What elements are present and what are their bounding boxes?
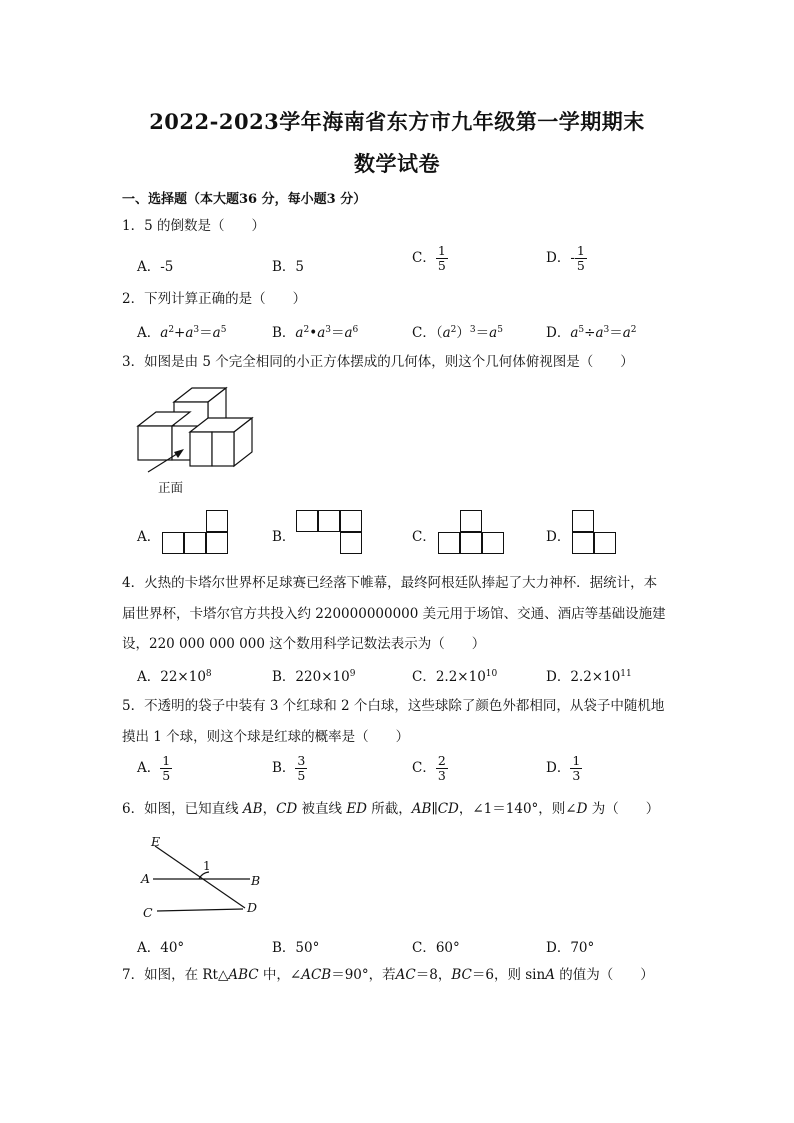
q2-option-a: A．$a^2+a^3=a^5$ <box>137 325 227 341</box>
text: 中，∠ <box>258 967 302 983</box>
q1-option-d-label: D．- <box>546 250 575 266</box>
q5-option-d-fraction <box>570 754 582 783</box>
text: 7．如图，在 Rt△ <box>122 967 229 983</box>
q2-stem: 2．下列计算正确的是（ ） <box>122 291 307 307</box>
q1-option-d-fraction <box>575 244 587 273</box>
q4-option-c-exp: 10 <box>485 669 498 679</box>
text: ， <box>262 801 277 817</box>
grid-cell <box>162 532 184 554</box>
q2-option-c: C．$(a^2)^3=a^5$ <box>412 325 503 341</box>
q1-stem: 1．5 的倒数是（ ） <box>122 218 265 234</box>
page-subtitle: 数学试卷 <box>354 151 440 176</box>
grid-cell <box>594 532 616 554</box>
q2-option-d: D．$a^5\div a^3=a^2$ <box>546 325 637 341</box>
var: ACB <box>301 967 332 983</box>
q5-option-a-fraction <box>160 754 172 783</box>
q2-option-a-label: A． <box>137 325 161 341</box>
denominator: 3 <box>572 768 581 783</box>
section-heading: 一、选择题（本大题36 分，每小题3 分） <box>122 192 367 207</box>
q3-cube-figure <box>130 382 260 494</box>
q5-option-c-fraction <box>436 754 448 783</box>
grid-cell <box>296 510 318 532</box>
label-c: C <box>143 905 153 920</box>
q1-option-d <box>546 244 587 273</box>
q6-option-d: D．70° <box>546 940 595 956</box>
text: ＝8， <box>415 967 452 983</box>
q4-option-d <box>546 665 632 685</box>
q4-option-a-base: A．22×10 <box>137 669 206 685</box>
q3-option-d-figure <box>572 510 622 556</box>
var: CD <box>276 801 298 817</box>
text: ＝90°，若 <box>331 967 396 983</box>
label-e: E <box>151 834 161 849</box>
var: CD <box>437 801 459 817</box>
q6-option-c: C．60° <box>412 940 460 956</box>
grid-cell <box>318 510 340 532</box>
label-b: B <box>251 873 261 888</box>
q4-option-a-exp: 8 <box>205 669 212 679</box>
q1-option-a: A．-5 <box>137 259 174 275</box>
q3-front-label: 正面 <box>158 480 184 495</box>
q5-option-d <box>546 754 582 783</box>
q7-stem <box>122 965 654 985</box>
text: 所截， <box>367 801 412 817</box>
grid-cell <box>482 532 504 554</box>
denominator: 5 <box>297 768 306 783</box>
numerator: 1 <box>576 243 585 258</box>
q1-option-c <box>412 244 448 273</box>
grid-cell <box>340 510 362 532</box>
q2-option-b-label: B． <box>272 325 296 341</box>
grid-cell <box>206 532 228 554</box>
q4-option-b-base: B．220×10 <box>272 669 350 685</box>
grid-cell <box>438 532 460 554</box>
q5-option-b-label: B． <box>272 760 296 776</box>
q3-option-c-label: C． <box>412 529 436 545</box>
q3-option-b-figure <box>296 510 366 556</box>
q2-option-c-label: C． <box>412 325 436 341</box>
var: AB <box>242 801 263 817</box>
var: A <box>545 967 555 983</box>
var: AB <box>411 801 432 817</box>
q5-option-c <box>412 754 448 783</box>
numerator: 2 <box>437 753 446 768</box>
grid-cell <box>206 510 228 532</box>
text: 的值为（ ） <box>554 967 654 983</box>
denominator: 5 <box>437 258 446 273</box>
q1-option-c-label: C． <box>412 250 436 266</box>
text: 6．如图，已知直线 <box>122 801 239 817</box>
var: AC <box>395 967 416 983</box>
q2-option-d-label: D． <box>546 325 571 341</box>
q5-option-b-fraction <box>295 754 307 783</box>
q3-option-d-label: D． <box>546 529 571 545</box>
q5-option-c-label: C． <box>412 760 436 776</box>
q4-option-b-exp: 9 <box>349 669 356 679</box>
denominator: 5 <box>576 258 585 273</box>
q6-option-a: A．40° <box>137 940 185 956</box>
numerator: 1 <box>437 243 446 258</box>
q4-option-c-base: C．2.2×10 <box>412 669 486 685</box>
grid-cell <box>460 532 482 554</box>
q4-option-d-exp: 11 <box>620 669 632 679</box>
q4-line-3: 设，220 000 000 000 这个数用科学记数法表示为（ ） <box>122 636 486 652</box>
label-angle-1: 1 <box>203 859 211 873</box>
var: BC <box>451 967 472 983</box>
page-title: 2022-2023学年海南省东方市九年级第一学期期末 <box>149 109 645 134</box>
q1-option-b: B．5 <box>272 259 305 275</box>
label-a: A <box>141 871 151 886</box>
q3-option-a-figure <box>162 510 232 556</box>
grid-cell <box>572 532 594 554</box>
grid-cell <box>572 510 594 532</box>
q3-option-c-figure <box>438 510 508 556</box>
grid-cell <box>184 532 206 554</box>
grid-cell <box>340 532 362 554</box>
q3-stem: 3．如图是由 5 个完全相同的小正方体摆成的几何体，则这个几何体俯视图是（ ） <box>122 354 634 370</box>
q5-option-b <box>272 754 307 783</box>
q4-option-d-base: D．2.2×10 <box>546 669 621 685</box>
denominator: 5 <box>162 768 171 783</box>
q4-option-c <box>412 665 497 685</box>
q5-option-d-label: D． <box>546 760 571 776</box>
q5-option-a <box>137 754 172 783</box>
numerator: 1 <box>572 753 581 768</box>
text: 被直线 <box>297 801 343 817</box>
q4-line-1: 4．火热的卡塔尔世界杯足球赛已经落下帷幕，最终阿根廷队捧起了大力神杯．据统计，本 <box>122 575 658 591</box>
var: ABC <box>228 967 259 983</box>
text: ∥ <box>431 801 438 817</box>
grid-cell <box>460 510 482 532</box>
q3-option-a-label: A． <box>137 529 161 545</box>
q6-lines-figure <box>135 832 270 922</box>
text: ，∠1＝140°，则∠ <box>458 801 577 817</box>
q1-option-c-fraction <box>436 244 448 273</box>
label-d: D <box>247 900 258 915</box>
var: D <box>576 801 588 817</box>
var: ED <box>346 801 367 817</box>
q5-line-1: 5．不透明的袋子中装有 3 个红球和 2 个白球，这些球除了颜色外都相同，从袋子中随机地 <box>122 698 665 714</box>
numerator: 1 <box>162 753 171 768</box>
q5-line-2: 摸出 1 个球，则这个球是红球的概率是（ ） <box>122 729 410 745</box>
numerator: 3 <box>297 753 306 768</box>
denominator: 3 <box>437 768 446 783</box>
q6-stem <box>122 799 659 819</box>
q6-option-b: B．50° <box>272 940 320 956</box>
q5-option-a-label: A． <box>137 760 161 776</box>
q4-option-b <box>272 665 355 685</box>
text: ＝6，则 sin <box>471 967 546 983</box>
q2-option-b: B．$a^2•a^3=a^6$ <box>272 325 359 341</box>
q3-option-b-label: B． <box>272 529 296 545</box>
q4-line-2: 届世界杯，卡塔尔官方共投入约 220000000000 美元用于场馆、交通、酒店等基础设施建 <box>122 606 666 622</box>
text: 为（ ） <box>587 801 660 817</box>
q4-option-a <box>137 665 212 685</box>
